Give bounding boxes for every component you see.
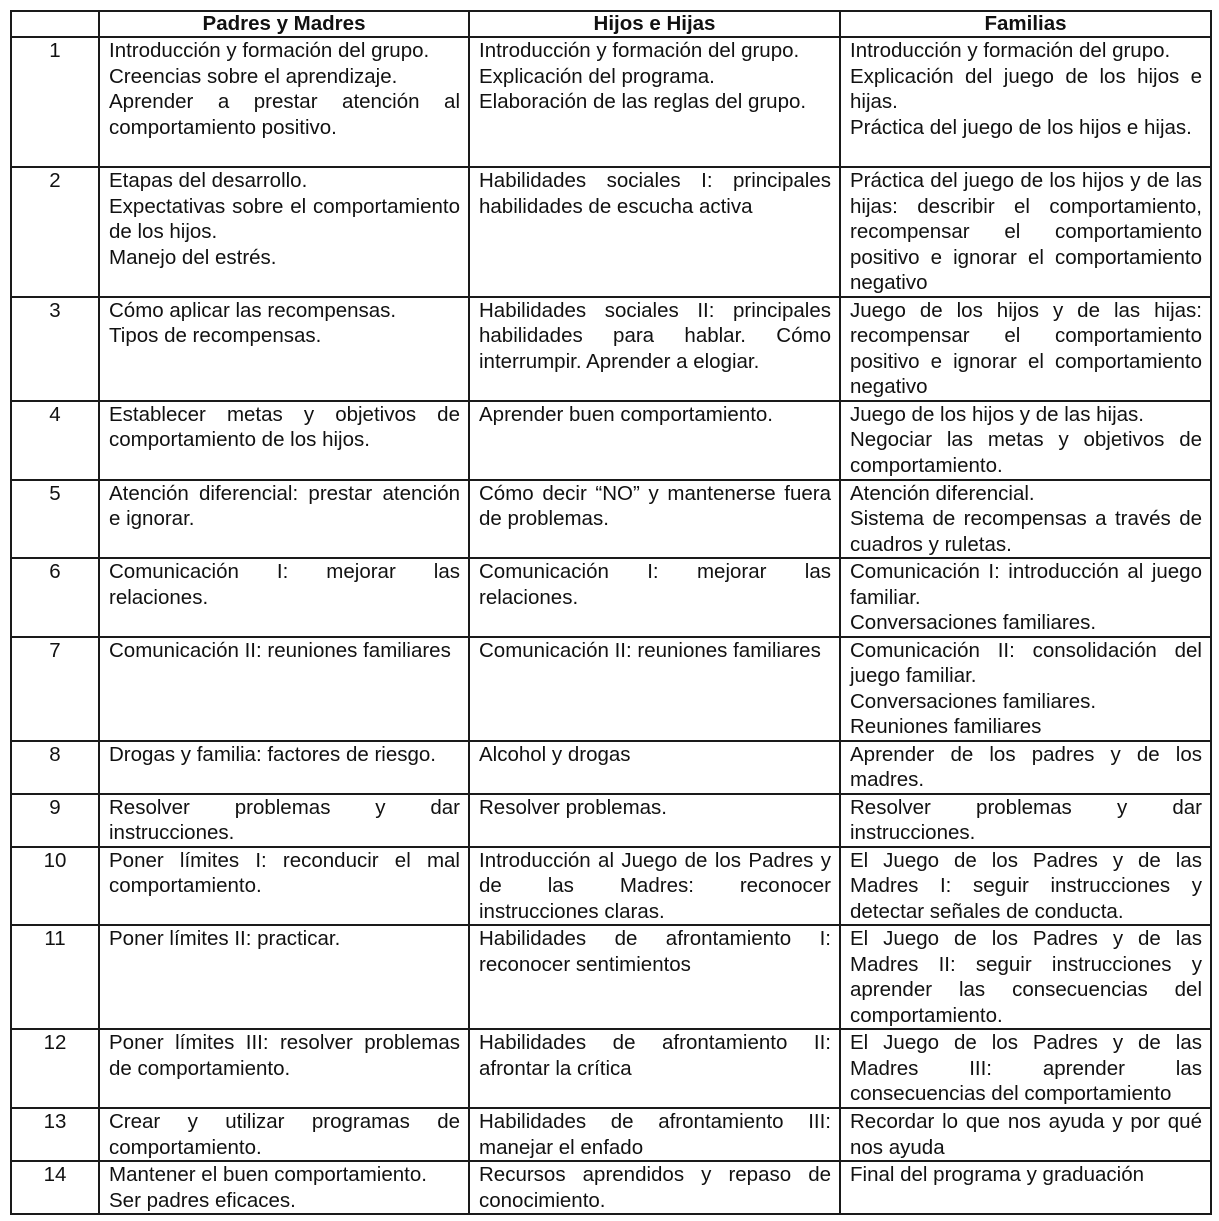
- hijos-cell: [469, 794, 840, 847]
- table-row: [11, 558, 1211, 637]
- hijos-line: Habilidades de afrontamiento I: reconocer sentimientos: [479, 927, 831, 976]
- hijos-cell: [469, 1161, 840, 1214]
- familias-line: Práctica del juego de los hijos e hijas.: [850, 115, 1192, 139]
- table-body: [11, 37, 1211, 1214]
- padres-cell: [99, 741, 469, 794]
- hijos-line: Habilidades sociales I: principales habilidades de escucha activa: [479, 169, 831, 218]
- familias-line: Negociar las metas y objetivos de comportamiento.: [850, 428, 1202, 477]
- session-number-cell: 9: [11, 794, 99, 847]
- familias-line: Introducción y formación del grupo.: [850, 39, 1171, 62]
- padres-line: Establecer metas y objetivos de comportamiento de los hijos.: [109, 402, 460, 451]
- familias-line: Explicación del juego de los hijos e hijas.: [850, 64, 1202, 113]
- session-number-cell: 12: [11, 1029, 99, 1108]
- hijos-line: Cómo decir “NO” y mantenerse fuera de problemas.: [479, 481, 831, 530]
- familias-line: Conversaciones familiares.: [850, 689, 1097, 713]
- table-row: [11, 167, 1211, 297]
- padres-cell: [99, 925, 469, 1029]
- table-row: [11, 37, 1211, 167]
- session-number-cell: 3: [11, 297, 99, 401]
- familias-line: Aprender de los padres y de los madres.: [850, 742, 1202, 791]
- table-row: [11, 1029, 1211, 1108]
- padres-line: Crear y utilizar programas de comportamiento.: [109, 1110, 460, 1159]
- hijos-line: Introducción al Juego de los Padres y de las Madres: reconocer instrucciones claras.: [479, 848, 831, 923]
- familias-line: Reuniones familiares: [850, 715, 1042, 738]
- padres-line: Comunicación II: reuniones familiares: [109, 638, 451, 662]
- session-number-cell: 14: [11, 1161, 99, 1214]
- hijos-cell: [469, 1029, 840, 1108]
- hijos-line: Elaboración de las reglas del grupo.: [479, 90, 807, 113]
- familias-line: El Juego de los Padres y de las Madres I: seguir instrucciones y detectar señales de conducta.: [850, 848, 1202, 923]
- familias-cell: [840, 925, 1211, 1029]
- program-table-container: [10, 10, 1212, 1215]
- familias-cell: [840, 1161, 1211, 1214]
- table-row: [11, 847, 1211, 926]
- familias-cell: [840, 480, 1211, 559]
- session-number-cell: 2: [11, 167, 99, 297]
- hijos-cell: [469, 741, 840, 794]
- hijos-line: Introducción y formación del grupo.: [479, 39, 800, 62]
- familias-cell: [840, 741, 1211, 794]
- hijos-cell: [469, 480, 840, 559]
- familias-line: Comunicación I: introducción al juego familiar.: [850, 560, 1202, 609]
- padres-cell: [99, 1161, 469, 1214]
- hijos-cell: [469, 297, 840, 401]
- padres-cell: [99, 167, 469, 297]
- table-row: [11, 741, 1211, 794]
- familias-line: Comunicación II: consolidación del juego familiar.: [850, 638, 1202, 687]
- table-row: [11, 925, 1211, 1029]
- familias-line: Atención diferencial.: [850, 481, 1035, 505]
- padres-cell: [99, 847, 469, 926]
- hijos-line: Recursos aprendidos y repaso de conocimiento.: [479, 1163, 831, 1212]
- padres-cell: [99, 480, 469, 559]
- hijos-line: Habilidades sociales II: principales habilidades para hablar. Cómo interrumpir. Aprender a elogiar.: [479, 298, 831, 373]
- header-familias: Familias: [840, 11, 1211, 37]
- padres-line: Mantener el buen comportamiento.: [109, 1163, 427, 1186]
- table-row: [11, 794, 1211, 847]
- table-row: [11, 480, 1211, 559]
- familias-cell: [840, 37, 1211, 167]
- familias-line: Resolver problemas y dar instrucciones.: [850, 795, 1202, 844]
- padres-line: Drogas y familia: factores de riesgo.: [109, 742, 436, 766]
- familias-line: Recordar lo que nos ayuda y por qué nos ayuda: [850, 1110, 1202, 1159]
- table-row: [11, 297, 1211, 401]
- familias-cell: [840, 794, 1211, 847]
- hijos-cell: [469, 637, 840, 741]
- header-padres-y-madres: Padres y Madres: [99, 11, 469, 37]
- header-session-number: [11, 11, 99, 37]
- padres-cell: [99, 637, 469, 741]
- padres-cell: [99, 401, 469, 480]
- header-hijos-e-hijas: Hijos e Hijas: [469, 11, 840, 37]
- familias-line: Conversaciones familiares.: [850, 611, 1097, 634]
- hijos-line: Comunicación I: mejorar las relaciones.: [479, 560, 831, 609]
- hijos-cell: [469, 167, 840, 297]
- padres-line: Tipos de recompensas.: [109, 324, 322, 347]
- padres-cell: [99, 1108, 469, 1161]
- program-sessions-table: [10, 10, 1212, 1215]
- padres-cell: [99, 794, 469, 847]
- session-number-cell: 5: [11, 480, 99, 559]
- padres-cell: [99, 558, 469, 637]
- familias-cell: [840, 167, 1211, 297]
- hijos-cell: [469, 558, 840, 637]
- padres-line: Manejo del estrés.: [109, 245, 277, 269]
- hijos-line: Alcohol y drogas: [479, 742, 631, 766]
- padres-line: Expectativas sobre el comportamiento de los hijos.: [109, 194, 460, 243]
- familias-line: Práctica del juego de los hijos y de las hijas: describir el comportamiento, recompensar el comportamiento positivo e ignorar el comportamiento negativo: [850, 169, 1202, 294]
- session-number-cell: 11: [11, 925, 99, 1029]
- padres-line: Introducción y formación del grupo.: [109, 39, 430, 62]
- padres-line: Cómo aplicar las recompensas.: [109, 298, 397, 322]
- hijos-cell: [469, 37, 840, 167]
- hijos-cell: [469, 925, 840, 1029]
- hijos-cell: [469, 401, 840, 480]
- padres-cell: [99, 1029, 469, 1108]
- hijos-line: Habilidades de afrontamiento III: manejar el enfado: [479, 1110, 831, 1159]
- hijos-line: Comunicación II: reuniones familiares: [479, 638, 821, 662]
- session-number-cell: 10: [11, 847, 99, 926]
- familias-cell: [840, 637, 1211, 741]
- session-number-cell: 1: [11, 37, 99, 167]
- session-number-cell: 7: [11, 637, 99, 741]
- table-row: [11, 401, 1211, 480]
- familias-cell: [840, 847, 1211, 926]
- padres-line: Atención diferencial: prestar atención e ignorar.: [109, 481, 460, 530]
- padres-line: Poner límites III: resolver problemas de comportamiento.: [109, 1031, 460, 1080]
- padres-line: Etapas del desarrollo.: [109, 169, 308, 192]
- padres-line: Creencias sobre el aprendizaje.: [109, 64, 398, 88]
- padres-cell: [99, 297, 469, 401]
- table-row: [11, 1161, 1211, 1214]
- padres-line: Poner límites II: practicar.: [109, 927, 341, 950]
- familias-line: El Juego de los Padres y de las Madres III: aprender las consecuencias del comportamiento: [850, 1031, 1202, 1105]
- padres-line: Resolver problemas y dar instrucciones.: [109, 795, 460, 844]
- familias-cell: [840, 297, 1211, 401]
- session-number-cell: 6: [11, 558, 99, 637]
- padres-line: Comunicación I: mejorar las relaciones.: [109, 560, 460, 609]
- familias-cell: [840, 558, 1211, 637]
- session-number-cell: 4: [11, 401, 99, 480]
- familias-cell: [840, 1108, 1211, 1161]
- session-number-cell: 8: [11, 741, 99, 794]
- hijos-line: Habilidades de afrontamiento II: afrontar la crítica: [479, 1031, 831, 1080]
- padres-line: Poner límites I: reconducir el mal comportamiento.: [109, 848, 460, 897]
- familias-line: Sistema de recompensas a través de cuadros y ruletas.: [850, 507, 1202, 556]
- familias-cell: [840, 401, 1211, 480]
- table-row: [11, 1108, 1211, 1161]
- hijos-line: Resolver problemas.: [479, 795, 667, 819]
- familias-line: Final del programa y graduación: [850, 1163, 1144, 1186]
- familias-line: Juego de los hijos y de las hijas: recompensar el comportamiento positivo e ignorar el comportamiento negativo: [850, 298, 1202, 398]
- familias-line: Juego de los hijos y de las hijas.: [850, 402, 1145, 426]
- familias-cell: [840, 1029, 1211, 1108]
- padres-cell: [99, 37, 469, 167]
- table-header-row: [11, 11, 1211, 37]
- familias-line: El Juego de los Padres y de las Madres II: seguir instrucciones y aprender las consecuencias del comportamiento.: [850, 927, 1202, 1027]
- padres-line: Aprender a prestar atención al comportamiento positivo.: [109, 90, 460, 139]
- hijos-line: Aprender buen comportamiento.: [479, 402, 774, 426]
- hijos-cell: [469, 1108, 840, 1161]
- hijos-line: Explicación del programa.: [479, 64, 715, 88]
- table-row: [11, 637, 1211, 741]
- padres-line: Ser padres eficaces.: [109, 1188, 296, 1212]
- session-number-cell: 13: [11, 1108, 99, 1161]
- hijos-cell: [469, 847, 840, 926]
